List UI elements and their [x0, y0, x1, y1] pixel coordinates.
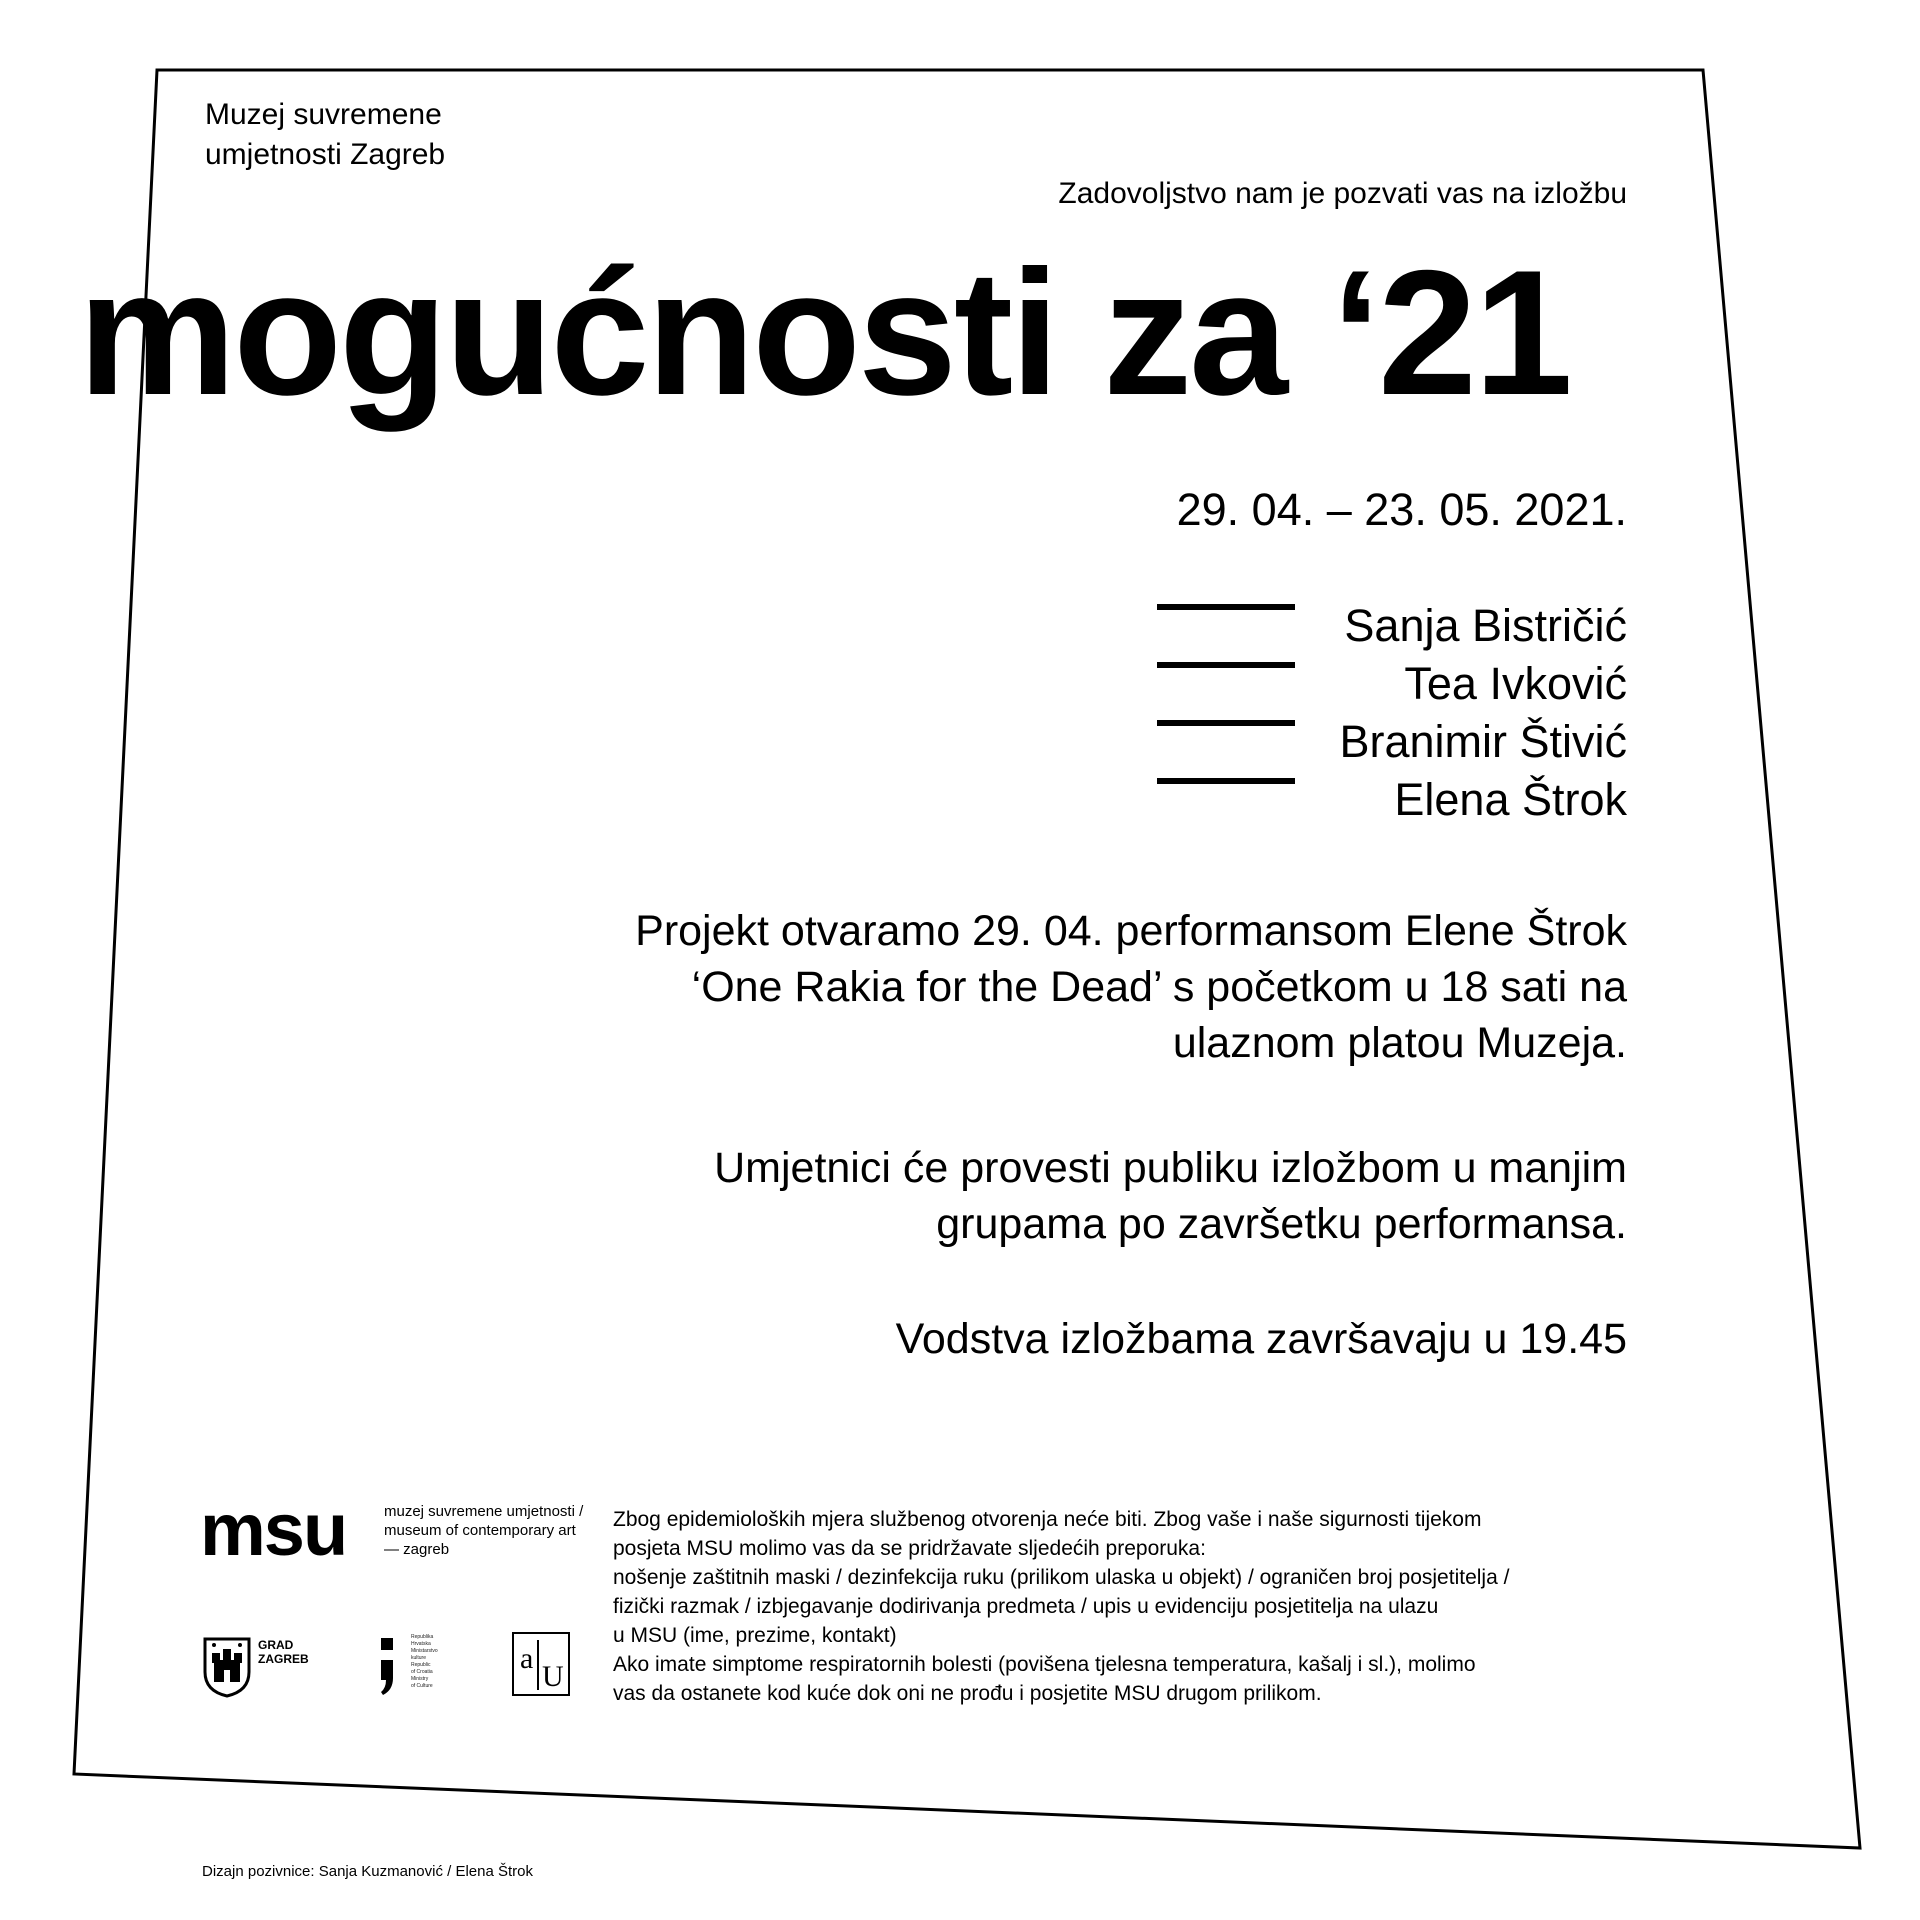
paragraph-line: grupama po završetku performansa.	[936, 1200, 1627, 1248]
tagline-line: — zagreb	[384, 1541, 450, 1558]
msu-logo: msu	[200, 1488, 347, 1571]
artist-name: Sanja Bistričić	[1344, 600, 1627, 651]
ministry-semicolon-logo-icon	[375, 1634, 403, 1696]
paragraph-line: Projekt otvaramo 29. 04. performansom Elene Štrok	[635, 907, 1627, 955]
ministry-text-line: Republika	[411, 1634, 434, 1640]
ministry-text	[411, 1634, 438, 1690]
paragraph-line: ‘One Rakia for the Dead’ s početkom u 18 sati na	[691, 963, 1627, 1011]
tagline-line: muzej suvremene umjetnosti /	[384, 1503, 584, 1520]
alu-logo	[512, 1632, 570, 1696]
museum-name-line: umjetnosti Zagreb	[205, 138, 446, 171]
alu-letter: U	[542, 1660, 564, 1693]
ministry-text-line: kulture	[411, 1655, 427, 1661]
artist-divider	[1157, 662, 1295, 668]
alu-rule	[537, 1640, 539, 1690]
design-credits: Dizajn pozivnice: Sanja Kuzmanović / Elena Štrok	[202, 1863, 533, 1880]
alu-letter: a	[520, 1642, 534, 1675]
notice-line: nošenje zaštitnih maski / dezinfekcija ruku (prilikom ulaska u objekt) / ograničen broj posjetitelja /	[613, 1566, 1510, 1589]
msu-tagline	[384, 1502, 583, 1559]
notice-line: vas da ostanete kod kuće dok oni ne prođu i posjetite MSU drugom prilikom.	[613, 1682, 1322, 1705]
guides-paragraph	[896, 1311, 1627, 1367]
ministry-text-line: Republic	[411, 1662, 431, 1668]
artist-name: Branimir Štivić	[1339, 716, 1627, 767]
artist-divider	[1157, 720, 1295, 726]
ministry-text-line: Hrvatska	[411, 1641, 431, 1647]
paragraph-line: ulaznom platou Muzeja.	[1172, 1019, 1627, 1067]
grad-label-line: GRAD	[258, 1638, 294, 1652]
notice-line: Ako imate simptome respiratornih bolesti (povišena tjelesna temperatura, kašalj i sl.), molimo	[613, 1653, 1476, 1676]
exhibition-dates: 29. 04. – 23. 05. 2021.	[1176, 484, 1627, 535]
ministry-text-line: Ministry	[411, 1676, 429, 1682]
artist-row	[1394, 771, 1627, 829]
exhibition-title: mogućnosti za ‘21	[78, 233, 1570, 432]
museum-name	[205, 95, 445, 175]
artist-row	[1404, 655, 1627, 713]
invitation-intro: Zadovoljstvo nam je pozvati vas na izložbu	[1058, 177, 1627, 210]
artist-divider	[1157, 778, 1295, 784]
notice-line: posjeta MSU molimo vas da se pridržavate sljedećih preporuka:	[613, 1537, 1206, 1560]
ministry-text-line: Ministarstvo	[411, 1648, 438, 1654]
ministry-text-line: of Croatia	[411, 1669, 433, 1675]
ministry-text-line: of Culture	[411, 1683, 433, 1689]
artist-name: Elena Štrok	[1394, 774, 1627, 825]
zagreb-coat-of-arms-icon	[202, 1636, 252, 1698]
paragraph-line: Umjetnici će provesti publiku izložbom u manjim	[714, 1144, 1627, 1192]
grad-zagreb-label	[258, 1638, 309, 1666]
notice-line: fizički razmak / izbjegavanje dodirivanja predmeta / upis u evidenciju posjetitelja na ulazu	[613, 1595, 1439, 1618]
epidemiological-notice	[613, 1505, 1633, 1708]
notice-line: u MSU (ime, prezime, kontakt)	[613, 1624, 897, 1647]
grad-label-line: ZAGREB	[258, 1652, 309, 1666]
paragraph-line: Vodstva izložbama završavaju u 19.45	[895, 1315, 1627, 1363]
tour-paragraph	[714, 1140, 1627, 1252]
notice-line: Zbog epidemioloških mjera službenog otvorenja neće biti. Zbog vaše i naše sigurnosti tijekom	[613, 1508, 1482, 1531]
artist-row	[1344, 597, 1627, 655]
museum-name-line: Muzej suvremene	[205, 98, 442, 131]
artist-row	[1339, 713, 1627, 771]
tagline-line: museum of contemporary art	[384, 1522, 576, 1539]
opening-paragraph	[635, 903, 1627, 1071]
artist-name: Tea Ivković	[1404, 658, 1627, 709]
artist-divider	[1157, 604, 1295, 610]
